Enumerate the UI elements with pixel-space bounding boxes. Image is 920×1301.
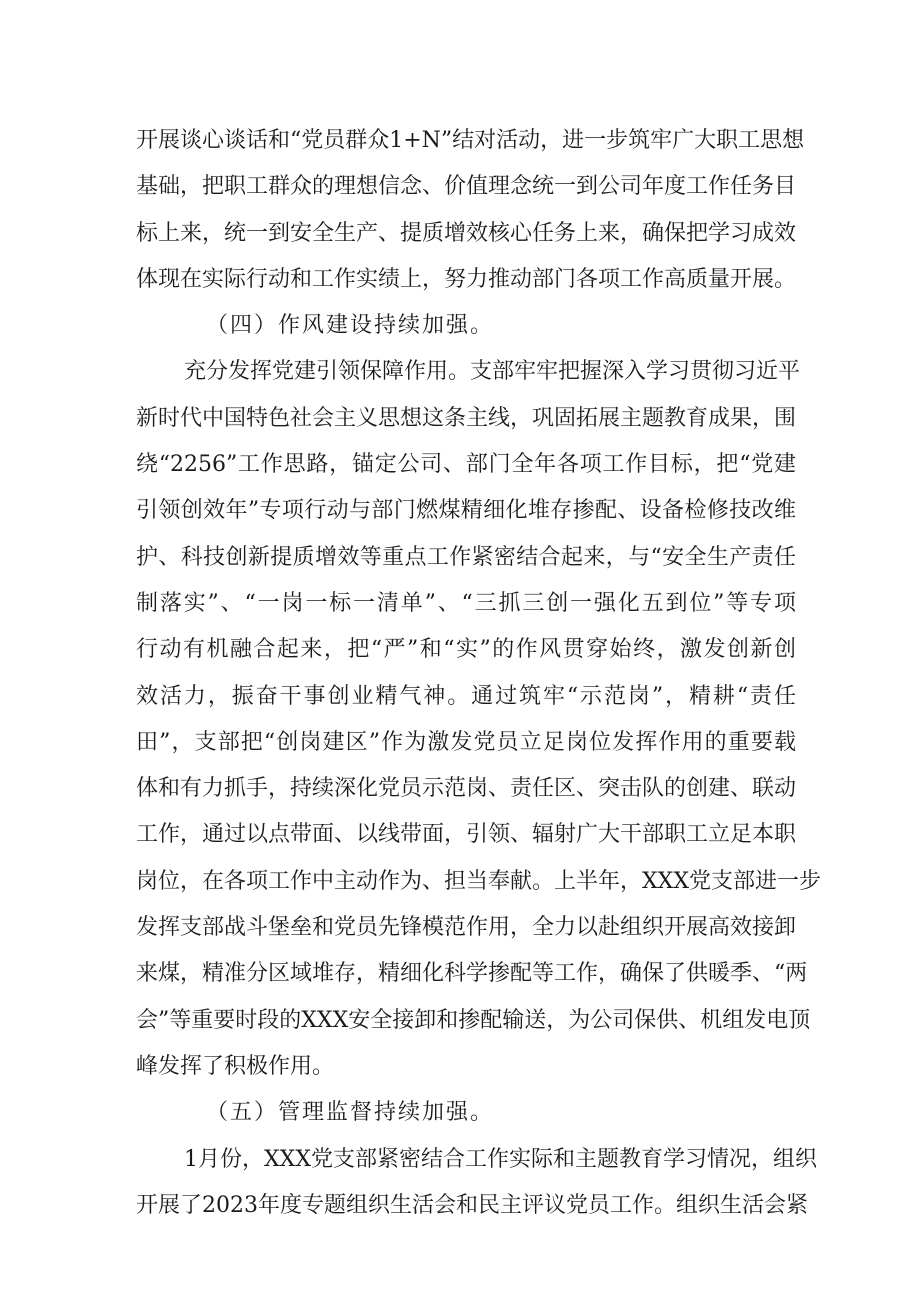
paragraph-line: 开展谈心谈话和“党员群众1+N”结对活动，进一步筑牢广大职工思想 [136,128,805,153]
paragraph-line: 新时代中国特色社会主义思想这条主线，巩固拓展主题教育成果，围 [136,405,797,431]
paragraph-line: 会”等重要时段的XXX安全接卸和掺配输送，为公司保供、机组发电顶 [136,1007,811,1033]
paragraph-1 [136,118,805,303]
paragraph-line: 标上来，统一到安全生产、提质增效核心任务上来，确保把学习成效 [136,220,797,246]
section-heading-4: （四）作风建设持续加强。 [206,313,495,339]
paragraph-2 [136,349,821,1090]
paragraph-line: 发挥支部战斗堡垒和党员先锋模范作用，全力以赴组织开展高效接卸 [136,915,797,941]
paragraph-line: 基础，把职工群众的理想信念、价值理念统一到公司年度工作任务目 [136,174,797,200]
paragraph-line: 充分发挥党建引领保障作用。支部牢牢把握深入学习贯彻习近平 [184,359,801,385]
document-body [136,118,821,1229]
section-heading-5: （五）管理监督持续加强。 [206,1100,495,1126]
paragraph-line: 体和有力抓手，持续深化党员示范岗、责任区、突击队的创建、联动 [136,776,797,802]
paragraph-line: 护、科技创新提质增效等重点工作紧密结合起来，与“安全生产责任 [136,544,796,570]
paragraph-line: 1月份，XXX党支部紧密结合工作实际和主题教育学习情况，组织 [184,1146,817,1172]
paragraph-line: 田”，支部把“创岗建区”作为激发党员立足岗位发挥作用的重要载 [136,729,796,755]
paragraph-line: 绕“2256”工作思路，锚定公司、部门全年各项工作目标，把“党建 [136,452,796,478]
paragraph-line: 效活力，振奋干事创业精气神。通过筑牢“示范岗”，精耕“责任 [136,683,796,709]
paragraph-line: 引领创效年”专项行动与部门燃煤精细化堆存掺配、设备检修技改维 [136,498,796,524]
paragraph-line: 体现在实际行动和工作实绩上，努力推动部门各项工作高质量开展。 [136,266,797,292]
paragraph-line: 制落实”、“一岗一标一清单”、“三抓三创一强化五到位”等专项 [136,590,796,616]
paragraph-line: 行动有机融合起来，把“严”和“实”的作风贯穿始终，激发创新创 [136,637,796,663]
paragraph-line: 来煤，精准分区域堆存，精细化科学掺配等工作，确保了供暖季、“两 [136,961,808,987]
paragraph-line: 开展了2023年度专题组织生活会和民主评议党员工作。组织生活会紧 [136,1192,808,1218]
paragraph-line: 峰发挥了积极作用。 [136,1053,335,1079]
paragraph-3 [136,1137,817,1230]
paragraph-line: 工作，通过以点带面、以线带面，引领、辐射广大干部职工立足本职 [136,822,797,848]
paragraph-line: 岗位，在各项工作中主动作为、担当奉献。上半年，XXX党支部进一步 [136,868,821,894]
